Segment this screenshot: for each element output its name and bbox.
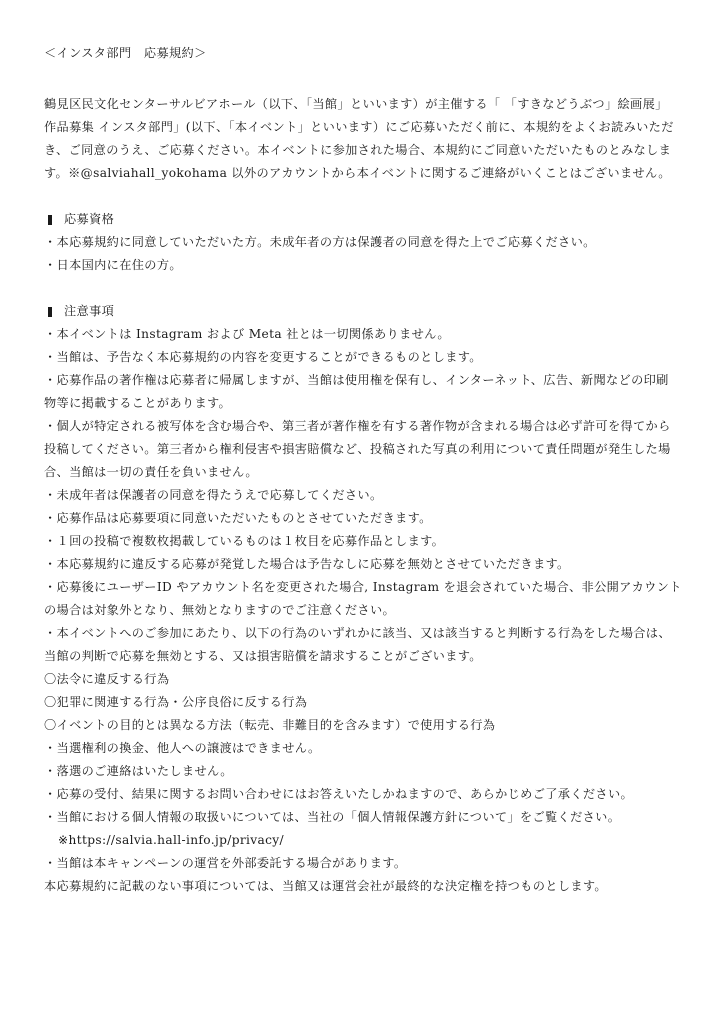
notes-item: の場合は対象外となり、無効となりますのでご注意ください。 bbox=[44, 603, 396, 617]
intro-line: 作品募集 インスタ部門」(以下、「本イベント」といいます）にご応募いただく前に、本規約をよくお読みいただ bbox=[44, 120, 674, 134]
notes-item: 当館の判断で応募を無効とする、又は損害賠償を請求することがございます。 bbox=[44, 649, 482, 663]
bullet-square-icon bbox=[48, 307, 52, 317]
prohibited-item: 〇イベントの目的とは異なる方法（転売、非難目的を含みます）で使用する行為 bbox=[44, 718, 496, 732]
document-title: ＜インスタ部門 応募規約＞ bbox=[44, 46, 207, 60]
spacer bbox=[44, 277, 690, 300]
notes-item: ・当館における個人情報の取扱いについては、当社の「個人情報保護方針について」をご覧ください。 bbox=[44, 810, 621, 824]
intro-line: 鶴見区民文化センターサルビアホール（以下、「当館」といいます）が主催する「 「すきなどうぶつ」絵画展」 bbox=[44, 97, 668, 111]
prohibited-item: 〇犯罪に関連する行為・公序良俗に反する行為 bbox=[44, 695, 308, 709]
notes-item: ・当館は、予告なく本応募規約の内容を変更することができるものとします。 bbox=[44, 350, 482, 364]
notes-item: ・未成年者は保護者の同意を得たうえで応募してください。 bbox=[44, 488, 383, 502]
eligibility-item: ・日本国内に在住の方。 bbox=[44, 258, 182, 272]
eligibility-section bbox=[44, 208, 690, 277]
privacy-policy-link[interactable]: ※https://salvia.hall-info.jp/privacy/ bbox=[58, 833, 284, 847]
prohibited-item: 〇法令に違反する行為 bbox=[44, 672, 170, 686]
notes-section bbox=[44, 300, 690, 898]
intro-paragraph bbox=[44, 93, 690, 185]
document-page bbox=[44, 42, 690, 898]
spacer bbox=[44, 64, 690, 93]
eligibility-heading bbox=[44, 208, 690, 231]
notes-item: ・本イベントは Instagram および Meta 社とは一切関係ありません。 bbox=[44, 327, 450, 341]
notes-item: 投稿してください。第三者から権利侵害や損害賠償など、投稿された写真の利用について責任問題が発生した場 bbox=[44, 442, 671, 456]
intro-line: き、ご同意のうえ、ご応募ください。本イベントに参加された場合、本規約にご同意いただいたものとみなしま bbox=[44, 143, 672, 157]
notes-heading-text: 注意事項 bbox=[64, 304, 115, 318]
notes-item: ・個人が特定される被写体を含む場合や、第三者が著作権を有する著作物が含まれる場合は必ず許可を得てから bbox=[44, 419, 671, 433]
notes-item: ・本応募規約に違反する応募が発覚した場合は予告なしに応募を無効とさせていただきます。 bbox=[44, 557, 570, 571]
eligibility-item: ・本応募規約に同意していただいた方。未成年者の方は保護者の同意を得た上でご応募ください。 bbox=[44, 235, 596, 249]
notes-item: ・応募の受付、結果に関するお問い合わせにはお答えいたしかねますので、あらかじめご了承ください。 bbox=[44, 787, 634, 801]
notes-item: ・当選権利の換金、他人への譲渡はできません。 bbox=[44, 741, 321, 755]
notes-item: 合、当館は一切の責任を負いません。 bbox=[44, 465, 258, 479]
notes-item: ・本イベントへのご参加にあたり、以下の行為のいずれかに該当、又は該当すると判断する行為をした場合は、 bbox=[44, 626, 671, 640]
notes-item: ・応募作品は応募要項に同意いただいたものとさせていただきます。 bbox=[44, 511, 432, 525]
notes-item: ・１回の投稿で複数枚掲載しているものは１枚目を応募作品とします。 bbox=[44, 534, 445, 548]
intro-line: す。※@salviahall_yokohama 以外のアカウントから本イベントに関するご連絡がいくことはございません。 bbox=[44, 166, 671, 180]
notes-item: ・当館は本キャンペーンの運営を外部委託する場合があります。 bbox=[44, 856, 407, 870]
closing-statement: 本応募規約に記載のない事項については、当館又は運営会社が最終的な決定権を持つものとします。 bbox=[44, 879, 607, 893]
notes-item: 物等に掲載することがあります。 bbox=[44, 396, 232, 410]
notes-item: ・応募後にユーザーID やアカウント名を変更された場合, Instagram を退会されていた場合、非公開アカウント bbox=[44, 580, 682, 594]
bullet-square-icon bbox=[48, 215, 52, 225]
eligibility-heading-text: 応募資格 bbox=[64, 212, 115, 226]
spacer bbox=[44, 185, 690, 208]
notes-item: ・応募作品の著作権は応募者に帰属しますが、当館は使用権を保有し、インターネット、広告、新聞などの印刷 bbox=[44, 373, 669, 387]
notes-heading bbox=[44, 300, 690, 323]
notes-item: ・落選のご連絡はいたしません。 bbox=[44, 764, 233, 778]
